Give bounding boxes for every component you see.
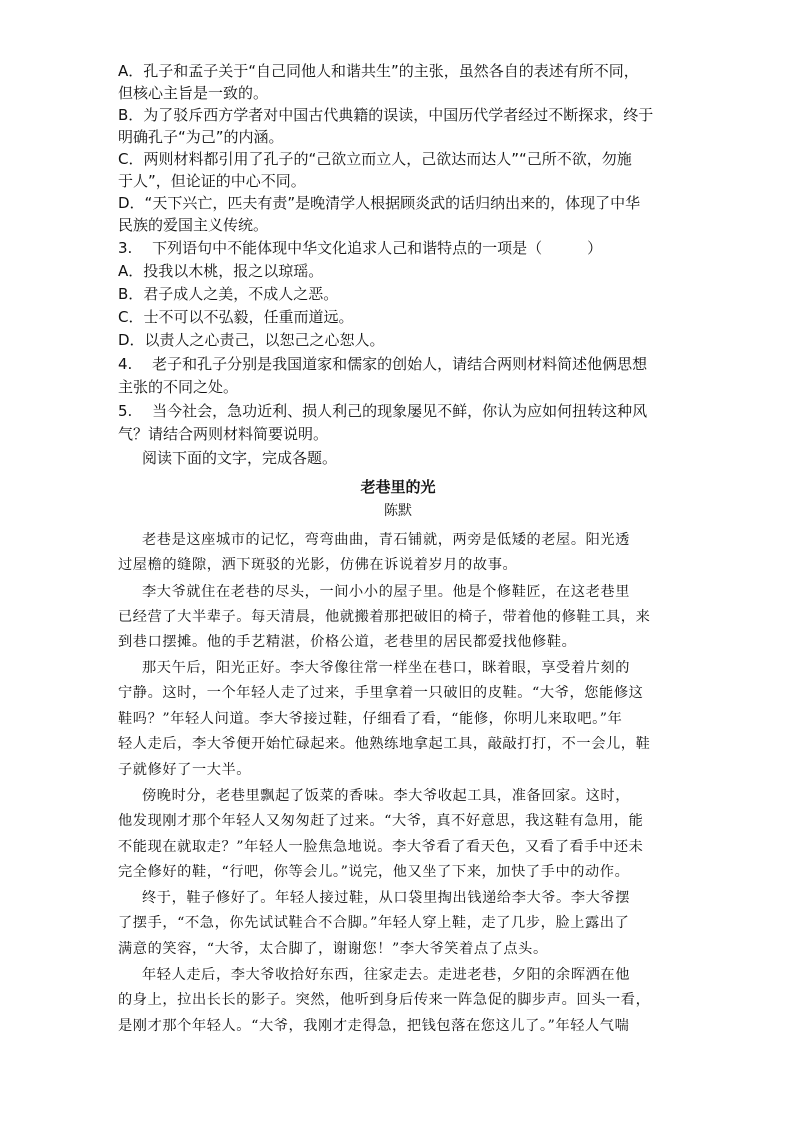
option-b-line-1: B．为了驳斥西方学者对中国古代典籍的误读，中国历代学者经过不断探求，终于 [118, 106, 654, 124]
article-line: 完全修好的鞋，“行吧，你等会儿。”说完，他又坐了下来，加快了手中的动作。 [118, 864, 630, 880]
article-line: 终于，鞋子修好了。年轻人接过鞋，从口袋里掏出钱递给李大爷。李大爷摆 [142, 890, 630, 906]
article-line: 满意的笑容，“大爷，太合脚了，谢谢您！”李大爷笑着点了点头。 [118, 941, 548, 957]
question-4-line-2: 主张的不同之处。 [118, 378, 239, 396]
article-line: 已经营了大半辈子。每天清晨，他就搬着那把破旧的椅子，带着他的修鞋工具，来 [118, 609, 651, 625]
option-a-line-1: A．孔子和孟子关于“自己同他人和谐共生”的主张，虽然各自的表述有所不同， [118, 62, 639, 80]
article-line: 李大爷就住在老巷的尽头，一间小小的屋子里。他是个修鞋匠，在这老巷里 [142, 584, 630, 600]
question-3-option-b: B．君子成人之美，不成人之恶。 [118, 285, 339, 303]
question-4-line-1: 4. 老子和孔子分别是我国道家和儒家的创始人，请结合两则材料简述他俩思想 [118, 355, 648, 373]
article-line: 到巷口摆摊。他的手艺精湛，价格公道，老巷里的居民都爱找他修鞋。 [118, 634, 577, 650]
article-line: 鞋吗？”年轻人问道。李大爷接过鞋，仔细看了看，“能修，你明儿来取吧。”年 [118, 711, 623, 727]
question-5-line-1: 5. 当今社会，急功近利、损人利己的现象屡见不鲜，你认为应如何扭转这种风 [118, 402, 648, 420]
article-line: 是刚才那个年轻人。“大爷，我刚才走得急，把钱包落在您这儿了。”年轻人气喘 [118, 1018, 630, 1034]
option-a-line-2: 但核心主旨是一致的。 [118, 84, 269, 102]
question-3-option-a: A．投我以木桃，报之以琼瑶。 [118, 262, 324, 280]
article-line: 不能现在就取走？”年轻人一脸焦急地说。李大爷看了看天色，又看了看手中还未 [118, 839, 644, 855]
article-line: 轻人走后，李大爷便开始忙碌起来。他熟练地拿起工具，敲敲打打，不一会儿，鞋 [118, 736, 651, 752]
question-5-line-2: 气？请结合两则材料简要说明。 [118, 425, 329, 443]
article-line: 宁静。这时，一个年轻人走了过来，手里拿着一只破旧的皮鞋。“大爷，您能修这 [118, 685, 644, 701]
article-line: 傍晚时分，老巷里飘起了饭菜的香味。李大爷收起工具，准备回家。这时， [142, 788, 630, 804]
option-d-line-2: 民族的爱国主义传统。 [118, 216, 269, 234]
option-c-line-2: 于人”，但论证的中心不同。 [118, 172, 306, 190]
article-line: 子就修好了一大半。 [118, 762, 252, 778]
option-b-line-2: 明确孔子“为己”的内涵。 [118, 128, 284, 146]
article-line: 那天午后，阳光正好。李大爷像往常一样坐在巷口，眯着眼，享受着片刻的 [142, 660, 630, 676]
article-title: 老巷里的光 [360, 478, 436, 496]
question-3-option-c: C．士不可以不弘毅，任重而道远。 [118, 308, 354, 326]
article-author: 陈默 [384, 503, 412, 519]
article-line: 的身上，拉出长长的影子。突然，他听到身后传来一阵急促的脚步声。回头一看， [118, 992, 651, 1008]
article-line: 过屋檐的缝隙，洒下斑驳的光影，仿佛在诉说着岁月的故事。 [118, 557, 518, 573]
article-line: 了摆手，“不急，你先试试鞋合不合脚。”年轻人穿上鞋，走了几步，脸上露出了 [118, 915, 630, 931]
article-line: 他发现刚才那个年轻人又匆匆赶了过来。“大爷，真不好意思，我这鞋有急用，能 [118, 813, 644, 829]
option-d-line-1: D．“天下兴亡，匹夫有责”是晚清学人根据顾炎武的话归纳出来的，体现了中华 [118, 194, 641, 212]
question-3-stem: 3. 下列语句中不能体现中华文化追求人己和谐特点的一项是（ ） [118, 239, 603, 257]
option-c-line-1: C．两则材料都引用了孔子的“己欲立而立人，己欲达而达人”“己所不欲，勿施 [118, 150, 632, 168]
article-line: 年轻人走后，李大爷收拾好东西，往家走去。走进老巷，夕阳的余晖洒在他 [142, 967, 630, 983]
article-line: 老巷是这座城市的记忆，弯弯曲曲，青石铺就，两旁是低矮的老屋。阳光透 [142, 532, 630, 548]
reading-instruction: 阅读下面的文字，完成各题。 [142, 449, 338, 467]
question-3-option-d: D．以责人之心责己，以恕己之心恕人。 [118, 331, 385, 349]
